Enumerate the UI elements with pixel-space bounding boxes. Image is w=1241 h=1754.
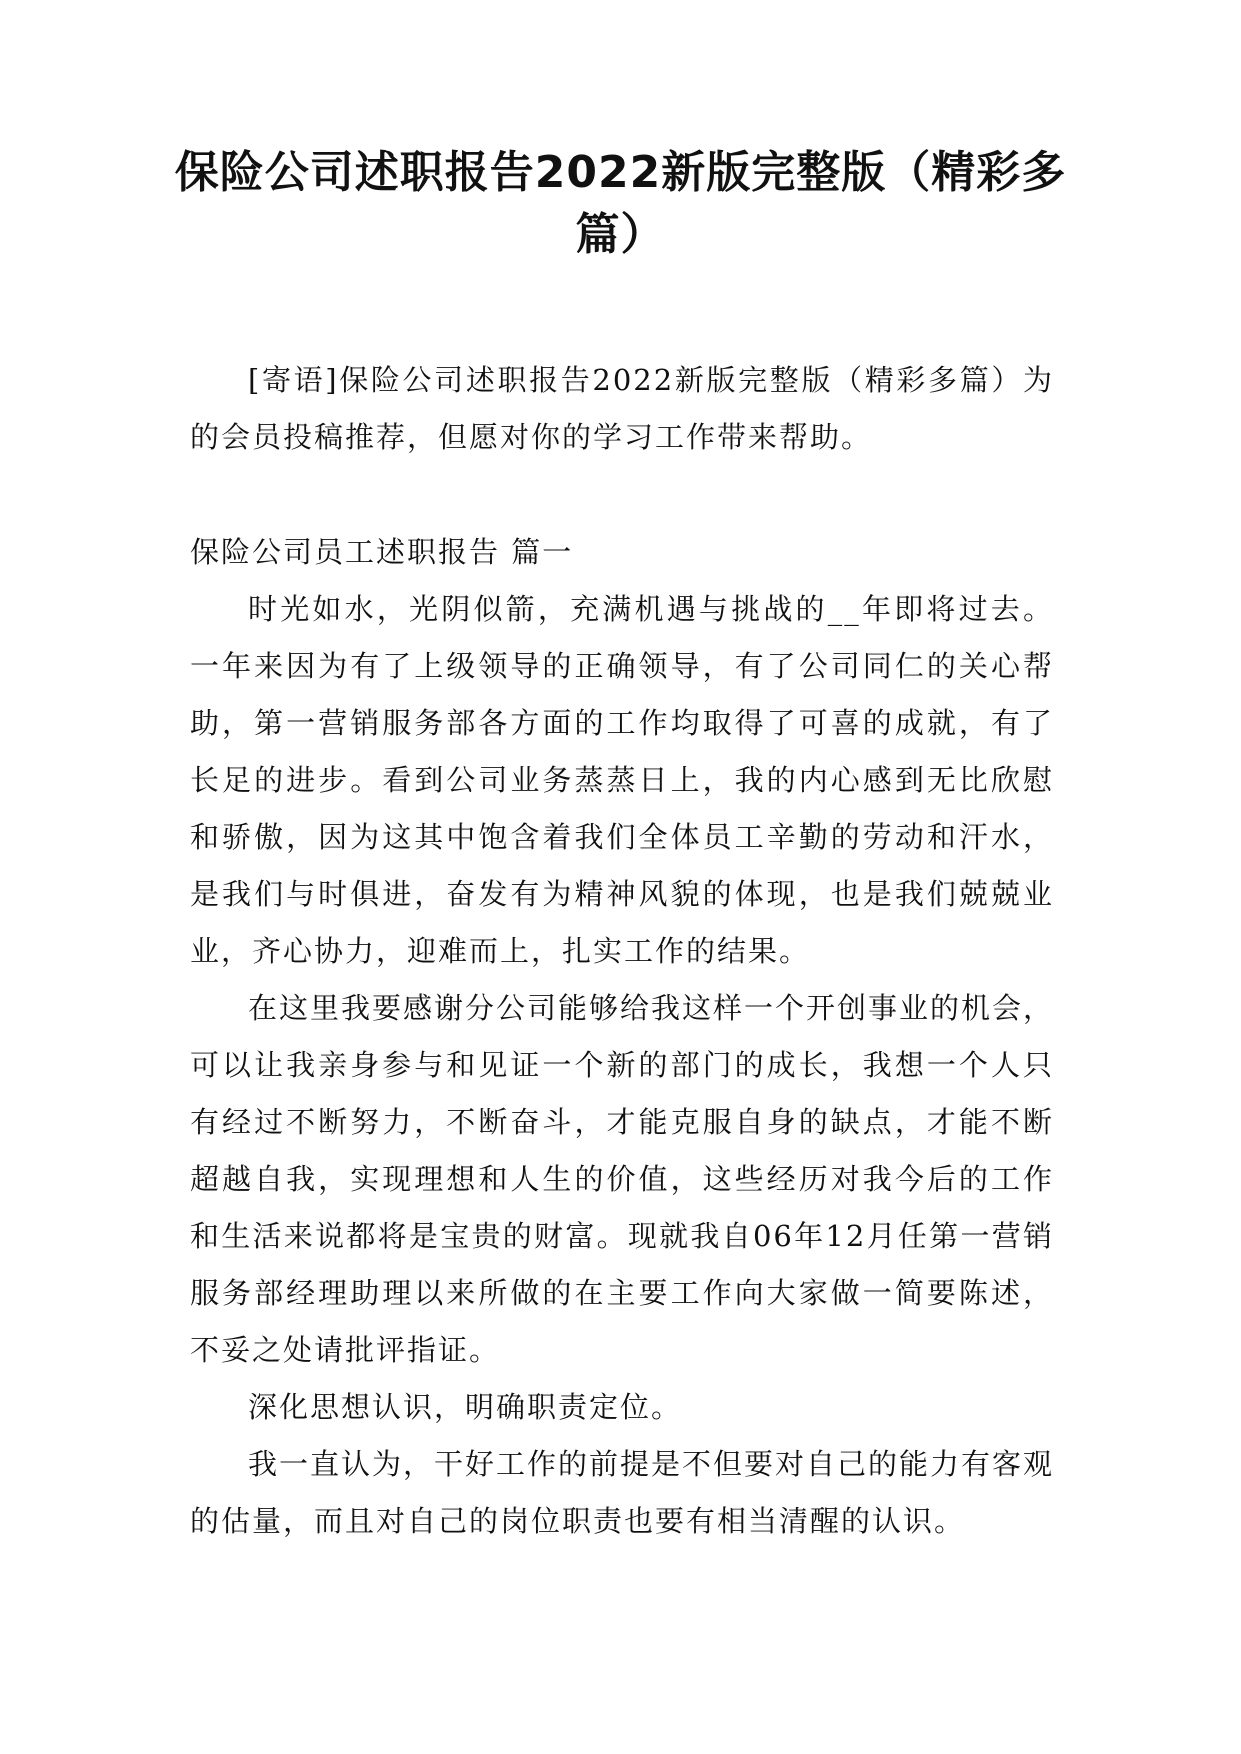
section-heading: 保险公司员工述职报告 篇一 [190,535,574,569]
intro-paragraph: [寄语]保险公司述职报告2022新版完整版（精彩多篇）为的会员投稿推荐，但愿对你的学习工作带来帮助。 [190,363,1054,454]
document-title: 保险公司述职报告2022新版完整版（精彩多篇） [174,147,1067,260]
body-paragraph-3: 深化思想认识，明确职责定位。 [248,1390,683,1424]
body-paragraph-1: 时光如水，光阴似箭，充满机遇与挑战的__年即将过去。一年来因为有了上级领导的正确领导，有了公司同仁的关心帮助，第一营销服务部各方面的工作均取得了可喜的成就，有了长足的进步。看到公司业务蒸蒸日上，我的内心感到无比欣慰和骄傲，因为这其中饱含着我们全体员工辛勤的劳动和汗水，是我们与时俱进，奋发有为精神风貌的体现，也是我们兢兢业业，齐心协力，迎难而上，扎实工作的结果。 [190,592,1054,968]
document-body [190,352,1054,1550]
body-paragraph-4: 我一直认为，干好工作的前提是不但要对自己的能力有客观的估量，而且对自己的岗位职责也要有相当清醒的认识。 [190,1447,1055,1538]
body-paragraph-2: 在这里我要感谢分公司能够给我这样一个开创事业的机会，可以让我亲身参与和见证一个新的部门的成长，我想一个人只有经过不断努力，不断奋斗，才能克服自身的缺点，才能不断超越自我，实现理想和人生的价值，这些经历对我今后的工作和生活来说都将是宝贵的财富。现就我自06年12月任第一营销服务部经理助理以来所做的在主要工作向大家做一简要陈述，不妥之处请批评指证。 [190,991,1055,1367]
